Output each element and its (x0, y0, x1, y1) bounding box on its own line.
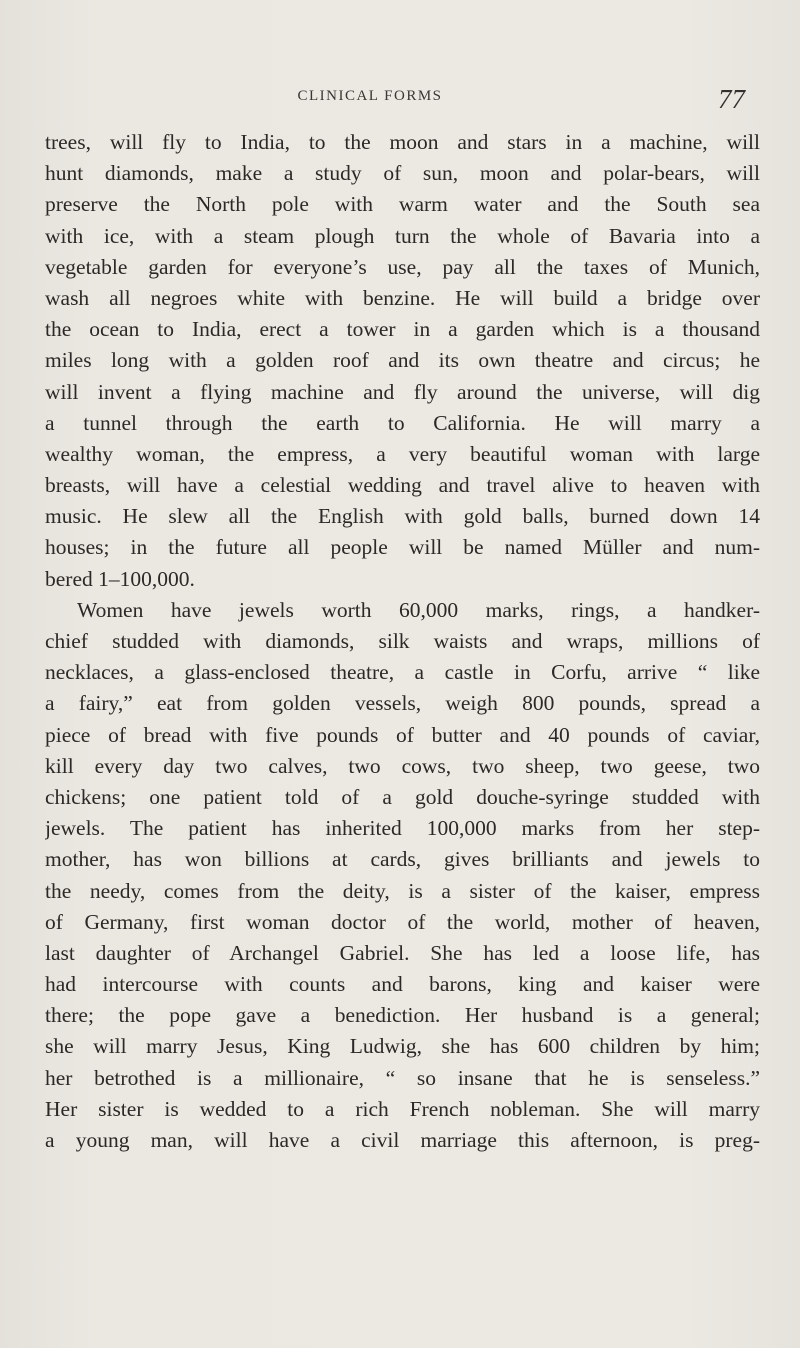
running-head (0, 86, 800, 116)
text-line: wash all negroes white with benzine. He will build a bridge over (45, 285, 760, 310)
text-line: kill every day two calves, two cows, two sheep, two geese, two (45, 753, 760, 778)
text-line: mother, has won billions at cards, gives brilliants and jewels to (45, 847, 760, 872)
body-text (45, 127, 760, 1156)
page-number: 77 (718, 84, 745, 114)
text-line: vegetable garden for everyone’s use, pay all the taxes of Munich, (45, 254, 760, 279)
text-line: miles long with a golden roof and its own theatre and circus; he (45, 348, 760, 373)
text-line: last daughter of Archangel Gabriel. She has led a loose life, has (45, 940, 760, 965)
text-line: trees, will fly to India, to the moon and stars in a machine, will (45, 130, 760, 154)
text-line: she will marry Jesus, King Ludwig, she has 600 children by him; (45, 1034, 760, 1059)
text-line: hunt diamonds, make a study of sun, moon and polar-bears, will (45, 161, 760, 186)
text-line: piece of bread with five pounds of butter and 40 pounds of caviar, (45, 722, 760, 747)
text-line: breasts, will have a celestial wedding and travel alive to heaven with (45, 473, 760, 498)
text-line: preserve the North pole with warm water and the South sea (45, 192, 760, 217)
text-line: a young man, will have a civil marriage this afternoon, is preg- (45, 1128, 760, 1152)
text-line: jewels. The patient has inherited 100,000 marks from her step- (45, 816, 760, 841)
text-line: a tunnel through the earth to California. He will marry a (45, 410, 760, 435)
text-line: houses; in the future all people will be named Müller and num- (45, 535, 760, 560)
paragraph-first-line: Women have jewels worth 60,000 marks, rings, a handker- (77, 597, 760, 622)
text-line: necklaces, a glass-enclosed theatre, a castle in Corfu, arrive “ like (45, 660, 760, 685)
text-line: will invent a flying machine and fly around the universe, will dig (45, 379, 760, 404)
text-line: with ice, with a steam plough turn the whole of Bavaria into a (45, 223, 760, 248)
text-line: chief studded with diamonds, silk waists and wraps, millions of (45, 629, 760, 653)
text-line: bered 1–100,000. (45, 566, 195, 591)
text-line: had intercourse with counts and barons, king and kaiser were (45, 972, 760, 997)
text-line: there; the pope gave a benediction. Her husband is a general; (45, 1003, 760, 1028)
text-line: the needy, comes from the deity, is a sister of the kaiser, empress (45, 878, 760, 903)
text-line: Her sister is wedded to a rich French nobleman. She will marry (45, 1096, 760, 1121)
text-line: a fairy,” eat from golden vessels, weigh 800 pounds, spread a (45, 691, 760, 716)
text-line: music. He slew all the English with gold balls, burned down 14 (45, 504, 760, 529)
chapter-title: CLINICAL FORMS (297, 88, 443, 104)
text-line: chickens; one patient told of a gold douche-syringe studded with (45, 784, 760, 809)
text-line: wealthy woman, the empress, a very beautiful woman with large (45, 441, 760, 466)
text-line: of Germany, first woman doctor of the world, mother of heaven, (45, 909, 760, 934)
text-line: the ocean to India, erect a tower in a garden which is a thousand (45, 317, 760, 342)
text-line: her betrothed is a millionaire, “ so insane that he is senseless.” (45, 1065, 760, 1090)
